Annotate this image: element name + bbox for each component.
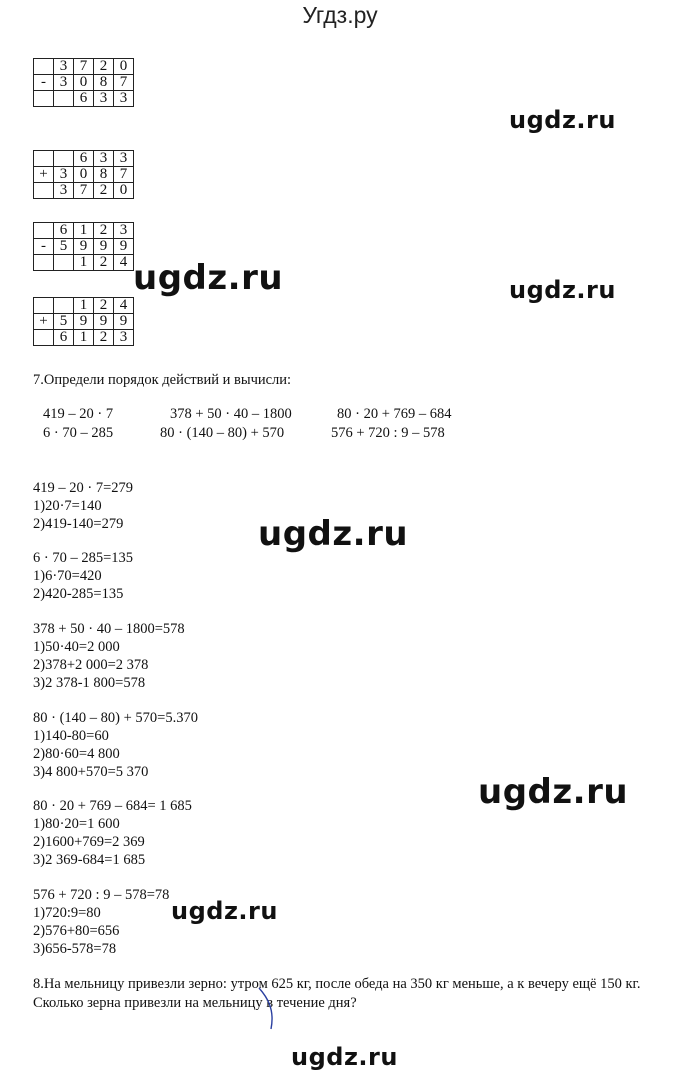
grid-cell: 6	[54, 223, 74, 239]
expression: 378 + 50 · 40 – 1800	[170, 406, 292, 422]
grid-cell	[34, 59, 54, 75]
grid-cell: 3	[114, 91, 134, 107]
watermark: ugdz.ru	[133, 258, 284, 298]
solution-step: 1)50·40=2 000	[33, 639, 120, 655]
grid-cell: 4	[114, 298, 134, 314]
grid-cell: 4	[114, 255, 134, 271]
watermark: ugdz.ru	[291, 1043, 398, 1071]
column-calc-grid	[33, 222, 134, 271]
grid-cell	[34, 223, 54, 239]
grid-cell: 3	[114, 223, 134, 239]
solution-expression: 576 + 720 : 9 – 578=78	[33, 887, 170, 903]
solution-expression: 6 · 70 – 285=135	[33, 550, 134, 566]
grid-cell	[54, 298, 74, 314]
grid-cell	[54, 151, 74, 167]
solution-expression: 80 · (140 – 80) + 570=5.370	[33, 710, 198, 726]
grid-row	[34, 330, 134, 346]
column-calc-grid	[33, 297, 134, 346]
grid-cell: 3	[54, 59, 74, 75]
expression: 419 – 20 · 7	[43, 406, 114, 422]
grid-cell: 0	[114, 183, 134, 199]
grid-cell: 7	[114, 167, 134, 183]
solution-step: 1)80·20=1 600	[33, 816, 120, 832]
watermark: ugdz.ru	[509, 276, 616, 304]
solution-step: 2)419-140=279	[33, 516, 124, 532]
grid-cell	[54, 255, 74, 271]
grid-cell: 9	[114, 239, 134, 255]
pen-stroke-mark	[255, 985, 285, 1035]
expression: 80 · (140 – 80) + 570	[160, 425, 285, 441]
grid-cell: 3	[54, 183, 74, 199]
grid-cell: 2	[94, 255, 114, 271]
grid-cell: 3	[114, 151, 134, 167]
grid-cell: -	[34, 239, 54, 255]
grid-cell: 8	[94, 167, 114, 183]
grid-cell: 6	[54, 330, 74, 346]
grid-row	[34, 167, 134, 183]
grid-cell: 9	[94, 239, 114, 255]
grid-cell: 9	[94, 314, 114, 330]
solution-step: 3)4 800+570=5 370	[33, 764, 149, 780]
site-title: Угдз.ру	[302, 2, 378, 28]
watermark: ugdz.ru	[478, 772, 629, 812]
grid-cell: 3	[94, 91, 114, 107]
grid-cell: 1	[74, 330, 94, 346]
grid-row	[34, 298, 134, 314]
column-calc-grid	[33, 58, 134, 107]
solution-step: 3)2 369-684=1 685	[33, 852, 146, 868]
grid-cell: 9	[74, 239, 94, 255]
grid-cell: 3	[94, 151, 114, 167]
solution-step: 2)1600+769=2 369	[33, 834, 145, 850]
grid-cell: 2	[94, 223, 114, 239]
expression: 6 · 70 – 285	[43, 425, 114, 441]
grid-cell: 2	[94, 330, 114, 346]
grid-row	[34, 255, 134, 271]
solution-step: 2)576+80=656	[33, 923, 120, 939]
grid-cell: 1	[74, 255, 94, 271]
grid-cell: 2	[94, 298, 114, 314]
solution-step: 1)720:9=80	[33, 905, 101, 921]
grid-row	[34, 59, 134, 75]
watermark: ugdz.ru	[509, 106, 616, 134]
grid-cell: 3	[54, 75, 74, 91]
grid-cell: 9	[74, 314, 94, 330]
grid-cell	[34, 330, 54, 346]
grid-cell: 6	[74, 151, 94, 167]
grid-cell: 1	[74, 298, 94, 314]
grid-cell	[34, 183, 54, 199]
grid-cell: 2	[94, 183, 114, 199]
grid-cell	[34, 91, 54, 107]
grid-cell	[34, 255, 54, 271]
grid-row	[34, 75, 134, 91]
grid-cell: 7	[74, 183, 94, 199]
solution-step: 3)656-578=78	[33, 941, 117, 957]
grid-cell	[34, 298, 54, 314]
grid-cell: 7	[74, 59, 94, 75]
grid-cell	[34, 151, 54, 167]
grid-cell: 3	[54, 167, 74, 183]
grid-cell: 0	[74, 75, 94, 91]
solution-expression: 419 – 20 · 7=279	[33, 480, 134, 496]
solution-step: 2)420-285=135	[33, 586, 124, 602]
solution-step: 1)140-80=60	[33, 728, 109, 744]
solution-step: 2)80·60=4 800	[33, 746, 120, 762]
grid-cell: +	[34, 167, 54, 183]
solution-step: 3)2 378-1 800=578	[33, 675, 146, 691]
grid-row	[34, 223, 134, 239]
solution-expression: 378 + 50 · 40 – 1800=578	[33, 621, 185, 637]
grid-cell: 5	[54, 239, 74, 255]
grid-cell: 0	[74, 167, 94, 183]
grid-cell: 1	[74, 223, 94, 239]
grid-row	[34, 151, 134, 167]
grid-cell: 7	[114, 75, 134, 91]
grid-cell: +	[34, 314, 54, 330]
watermark: ugdz.ru	[171, 897, 278, 925]
grid-row	[34, 91, 134, 107]
grid-cell: 6	[74, 91, 94, 107]
grid-cell: 5	[54, 314, 74, 330]
grid-cell: -	[34, 75, 54, 91]
solution-expression: 80 · 20 + 769 – 684= 1 685	[33, 798, 192, 814]
solution-step: 2)378+2 000=2 378	[33, 657, 149, 673]
grid-row	[34, 314, 134, 330]
watermark: ugdz.ru	[258, 514, 409, 554]
grid-cell: 2	[94, 59, 114, 75]
task8-text: 8.На мельницу привезли зерно: утром 625 кг, после обеда на 350 кг меньше, а к вечеру ещё 150 кг. Сколько зерна привезли на мельницу в течение дня?	[33, 976, 641, 1011]
grid-cell: 3	[114, 330, 134, 346]
expression: 576 + 720 : 9 – 578	[331, 425, 445, 441]
grid-cell: 8	[94, 75, 114, 91]
grid-row	[34, 239, 134, 255]
grid-cell	[54, 91, 74, 107]
task7-title: 7.Определи порядок действий и вычисли:	[33, 372, 292, 388]
column-calc-grid	[33, 150, 134, 199]
solution-step: 1)20·7=140	[33, 498, 102, 514]
solution-step: 1)6·70=420	[33, 568, 102, 584]
expression: 80 · 20 + 769 – 684	[337, 406, 452, 422]
grid-row	[34, 183, 134, 199]
grid-cell: 9	[114, 314, 134, 330]
grid-cell: 0	[114, 59, 134, 75]
